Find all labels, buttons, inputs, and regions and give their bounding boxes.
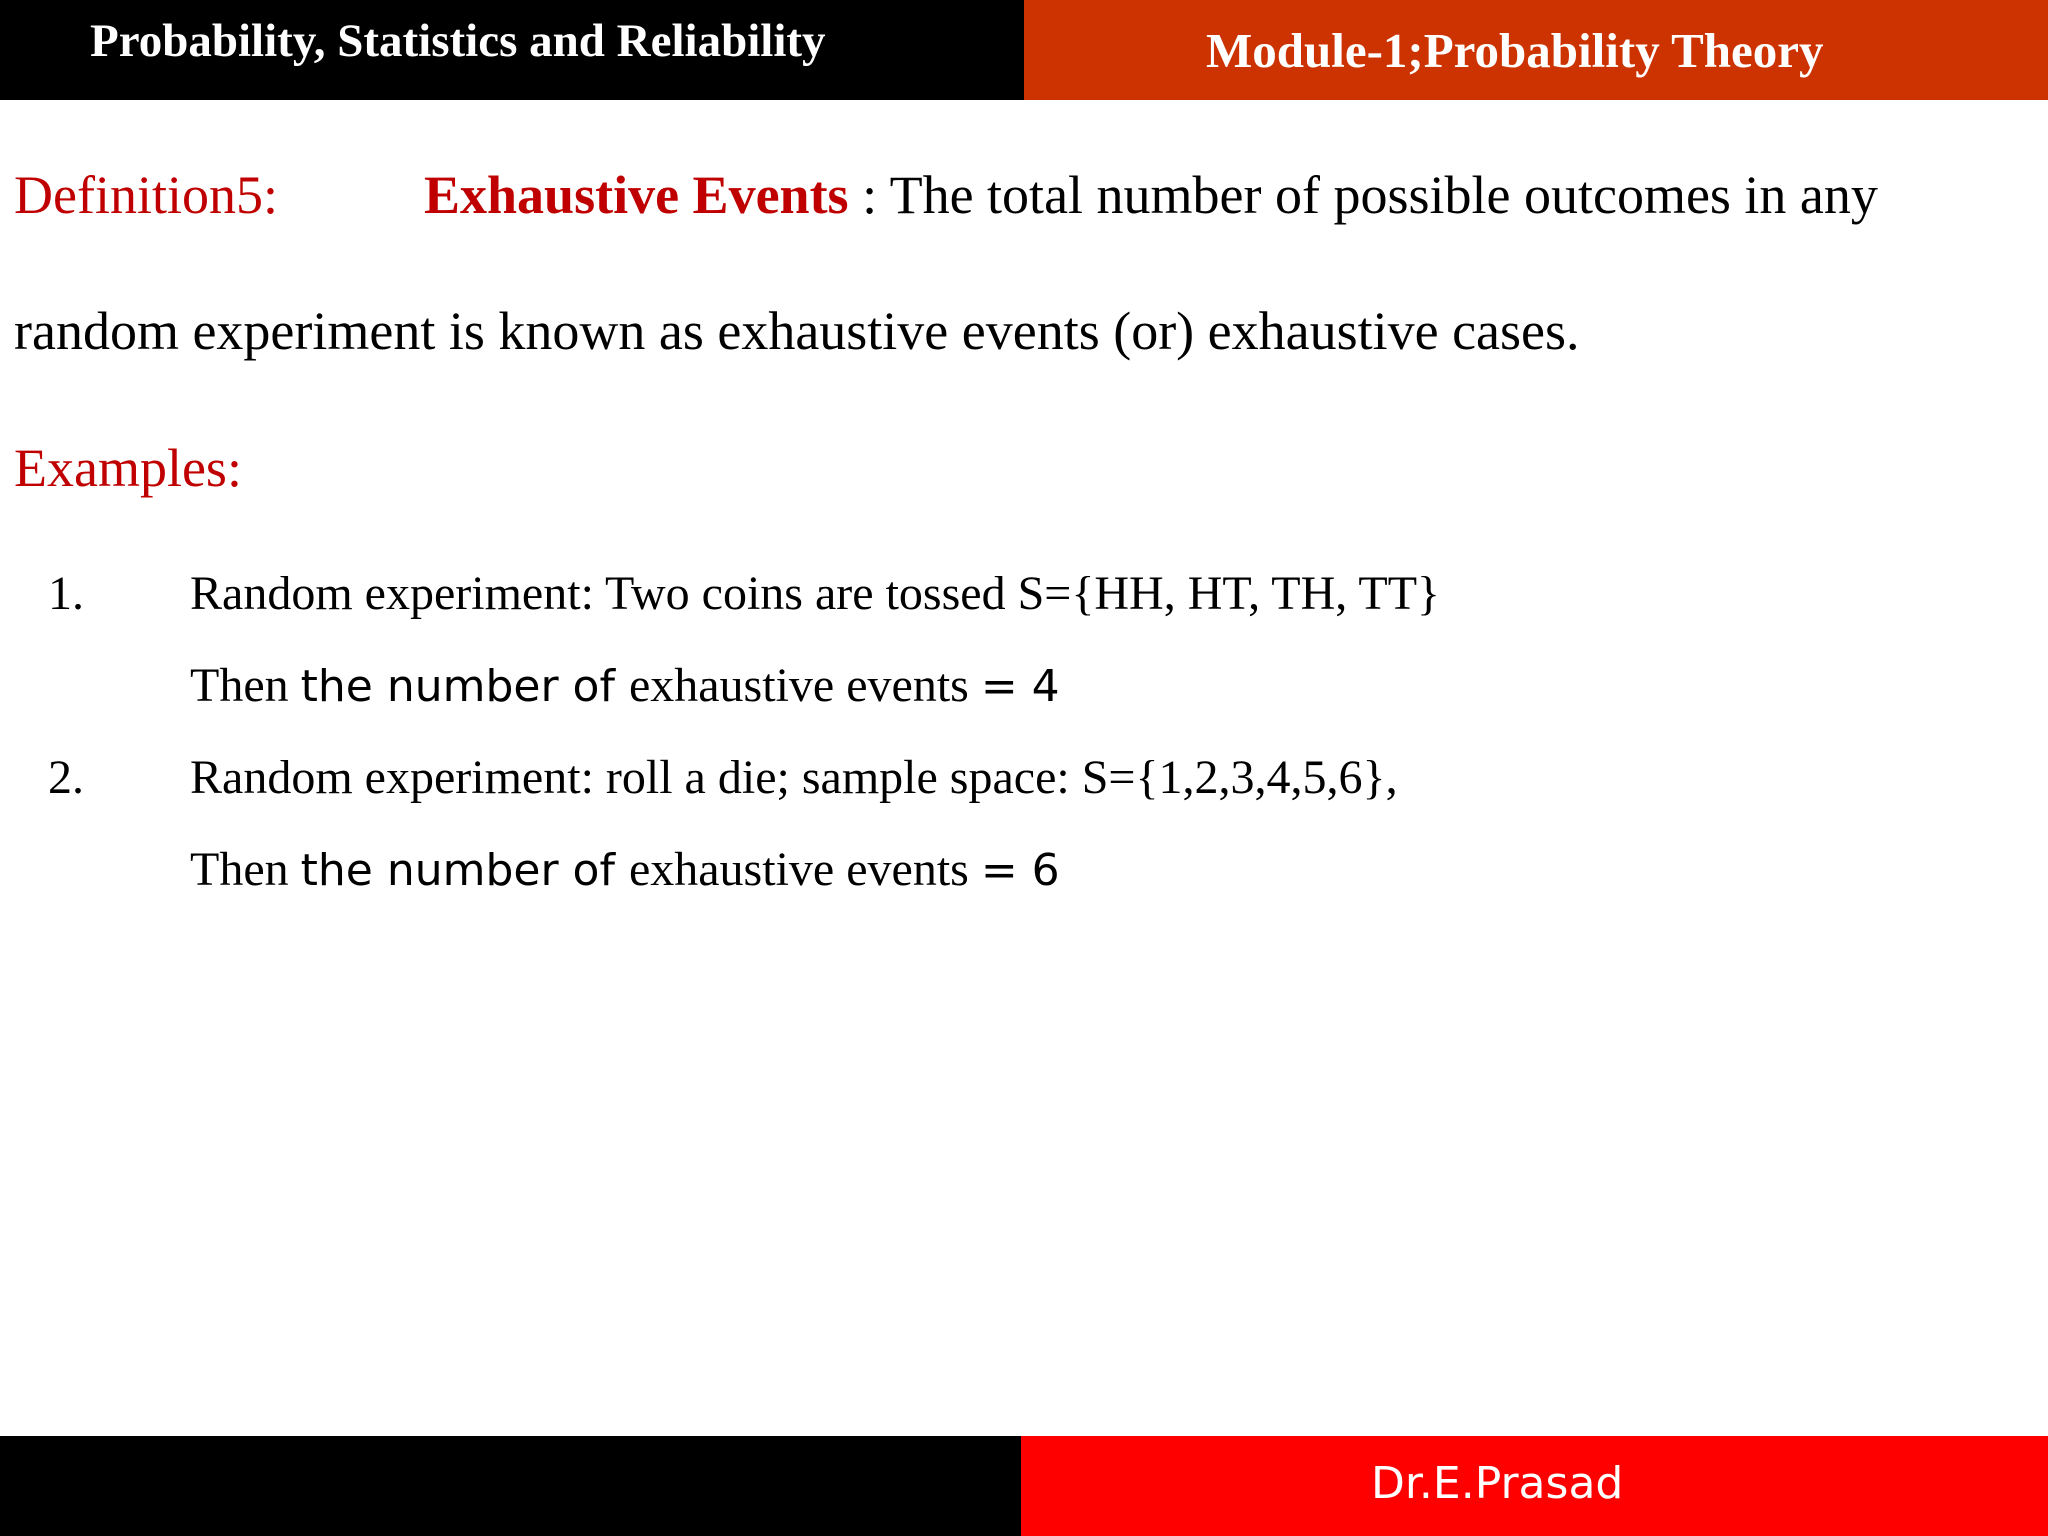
result-suffix: exhaustive events [628,659,981,712]
example-number: 2. [48,751,84,804]
header-module-panel [1024,0,2048,100]
result-middle: the number of [300,661,629,712]
result-suffix: exhaustive events [628,843,981,896]
definition-continuation: random experiment is known as exhaustive events (or) exhaustive cases. [14,301,1580,361]
footer-band [0,1436,2048,1536]
definition-line [14,164,1878,226]
result-middle: the number of [300,845,629,896]
definition-label: Definition5: [14,165,278,225]
footer-left-panel [0,1436,1021,1536]
example-statement: Random experiment: Two coins are tossed S={HH, HT, TH, TT} [190,567,1441,620]
course-title: Probability, Statistics and Reliability [90,15,826,67]
module-title: Module-1;Probability Theory [1206,23,1824,78]
example-result [190,842,1060,897]
result-value: = 6 [980,845,1060,896]
footer-author-panel [1021,1436,2048,1536]
result-value: = 4 [980,661,1060,712]
example-statement: Random experiment: roll a die; sample space: S={1,2,3,4,5,6}, [190,751,1398,804]
definition-term: Exhaustive Events [424,165,849,225]
examples-heading: Examples: [14,438,242,498]
header-band [0,0,2048,100]
example-number: 1. [48,567,84,620]
author-name: Dr.E.Prasad [1371,1458,1624,1509]
result-prefix: Then [190,659,301,712]
definition-text: : The total number of possible outcomes in any [848,165,1878,225]
example-result [190,658,1060,713]
result-prefix: Then [190,843,301,896]
header-course-panel [0,0,1024,100]
